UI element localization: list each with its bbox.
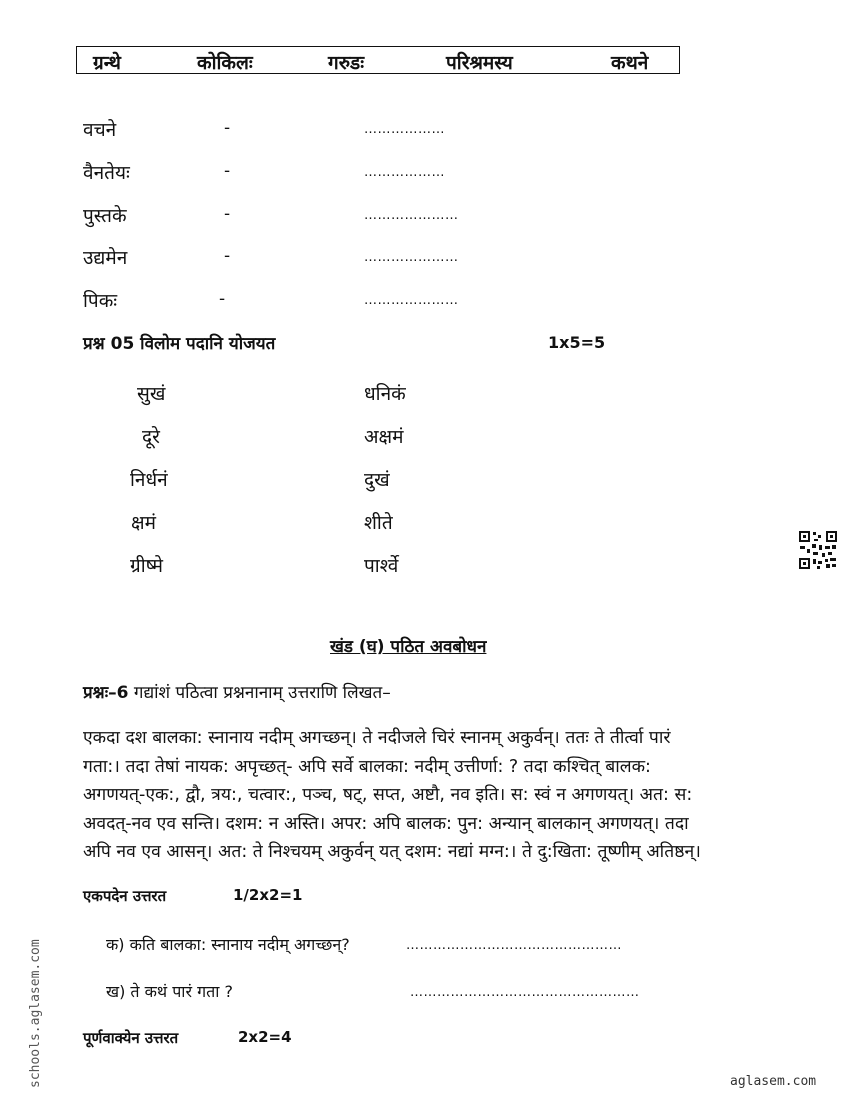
synonym-dash: -: [224, 204, 231, 224]
antonym-left: क्षमं: [131, 512, 156, 534]
one-word-title: एकपदेन उत्तरत: [83, 887, 167, 905]
synonym-dash: -: [219, 289, 226, 309]
passage-line: गता:। तदा तेषां नायक: अपृच्छत्- अपि सर्वे बालका: नदीम् उत्तीर्णा: ? तदा कश्चित् बालक:: [83, 756, 651, 777]
antonym-right: पार्श्वे: [364, 555, 399, 577]
passage-line: एकदा दश बालका: स्नानाय नदीम् अगच्छन्। ते नदीजले चिरं स्नानम् अकुर्वन्। ततः ते तीर्त्वा पारं: [83, 728, 671, 748]
question-5-marks: 1x5=5: [548, 333, 606, 352]
synonym-word: उद्यमेन: [83, 247, 128, 269]
footer-site: aglasem.com: [730, 1074, 817, 1089]
qr-code-icon: [798, 530, 838, 574]
question-6-text: गद्यांशं पठित्वा प्रश्ननानाम् उत्तराणि लिखत–: [128, 683, 391, 703]
full-sentence-marks: 2x2=4: [238, 1028, 292, 1046]
box-word: कोकिलः: [197, 52, 253, 74]
answer-blank: …………………: [364, 250, 459, 265]
passage-line: अगणयत्-एक:, द्वौ, त्रय:, चत्वार:, पञ्च, षट्, सप्त, अष्टौ, नव इति। स: स्वं न अगणयत्। अत: स:: [83, 785, 693, 805]
box-word: कथने: [611, 52, 649, 74]
answer-blank: ………………: [364, 122, 445, 137]
antonym-left: निर्धनं: [130, 469, 168, 491]
passage: [83, 724, 783, 867]
synonym-word: वैनतेयः: [83, 162, 130, 184]
antonym-right: शीते: [364, 512, 393, 534]
antonym-right: दुखं: [364, 469, 390, 491]
answer-blank: ……………………………………………: [410, 985, 640, 1000]
word-box: [76, 46, 680, 74]
section-heading: खंड (घ) पठित अवबोधन: [330, 637, 487, 657]
passage-line: अपि नव एव आसन्। अत: ते निश्चयम् अकुर्वन् यत् दशम: नद्यां मग्न:। ते दु:खिता: तूष्णीम् अतिष्ठन्।: [83, 842, 701, 862]
full-sentence-title: पूर्णवाक्येन उत्तरत: [83, 1029, 179, 1047]
antonym-left: सुखं: [137, 383, 166, 405]
question-text: क) कति बालका: स्नानाय नदीम् अगच्छन्?: [106, 935, 350, 954]
antonym-right: धनिकं: [364, 383, 406, 405]
question-6-label: प्रश्नः–6: [83, 683, 129, 703]
synonym-word: पुस्तके: [83, 205, 127, 227]
side-watermark: schools.aglasem.com: [28, 939, 43, 1088]
box-word: परिश्रमस्य: [446, 52, 513, 74]
passage-line: अवदत्-नव एव सन्ति। दशम: न अस्ति। अपर: अपि बालक: पुन: अन्यान् बालकान् अगणयत्। तदा: [83, 813, 689, 834]
answer-blank: …………………: [364, 293, 459, 308]
question-6: [83, 680, 391, 703]
answer-blank: ………………: [364, 165, 445, 180]
synonym-word: पिकः: [83, 290, 118, 312]
synonym-dash: -: [224, 118, 231, 138]
question-5-title: प्रश्न 05 विलोम पदानि योजयत: [83, 334, 276, 354]
answer-blank: …………………: [364, 208, 459, 223]
synonym-word: वचने: [83, 119, 117, 141]
antonym-left: दूरे: [142, 426, 160, 448]
antonym-right: अक्षमं: [364, 426, 404, 448]
box-word: गरुडः: [328, 52, 365, 74]
one-word-marks: 1/2x2=1: [233, 886, 303, 904]
answer-blank: …………………………………………: [406, 938, 622, 953]
antonym-left: ग्रीष्मे: [130, 555, 164, 577]
question-text: ख) ते कथं पारं गता ?: [106, 982, 233, 1001]
synonym-dash: -: [224, 246, 231, 266]
synonym-dash: -: [224, 161, 231, 181]
box-word: ग्रन्थे: [93, 52, 121, 74]
